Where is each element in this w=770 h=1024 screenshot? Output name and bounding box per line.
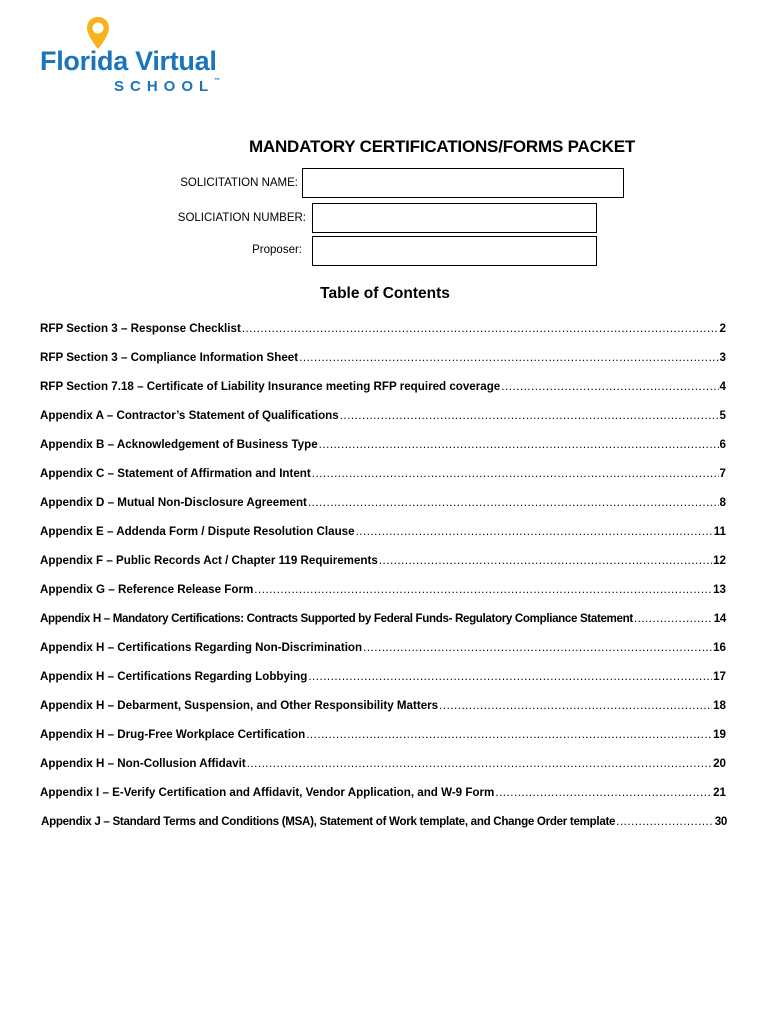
toc-entry-page: 17 [713,670,726,683]
toc-entry-page: 13 [713,583,726,596]
toc-entry[interactable] [40,438,726,454]
toc-entry-text: Appendix F – Public Records Act / Chapter 119 Requirements [40,554,378,567]
toc-entry-page: 16 [713,641,726,654]
dot-leader [312,467,719,480]
toc-entry[interactable] [40,670,726,686]
dot-leader [439,699,712,712]
toc-entry-page: 4 [719,380,726,393]
toc-entry-text: Appendix I – E-Verify Certification and Affidavit, Vendor Application, and W-9 Form [40,786,495,799]
toc-entry[interactable] [40,583,726,599]
toc-entry-page: 11 [713,525,726,538]
dot-leader [340,409,719,422]
toc-entry-text: Appendix H – Mandatory Certifications: Contracts Supported by Federal Funds- Regulatory Compliance Statement [40,612,633,625]
toc-entry[interactable] [40,757,726,773]
page-title: MANDATORY CERTIFICATIONS/FORMS PACKET [248,137,636,156]
dot-leader [634,612,713,625]
toc-entry[interactable] [40,351,726,367]
toc-entry-text: Appendix C – Statement of Affirmation and Intent [40,467,311,480]
toc-entry-page: 8 [719,496,726,509]
toc-entry[interactable] [40,699,726,715]
dot-leader [242,322,719,335]
toc-entry-text: Appendix G – Reference Release Form [40,583,254,596]
logo-school-text: SCHOOL™ [114,78,221,95]
toc-entry-text: RFP Section 3 – Compliance Information Sheet [40,351,299,364]
toc-entry[interactable] [40,612,726,628]
solicitation-number-field[interactable] [312,203,597,233]
toc-entry-text: Appendix B – Acknowledgement of Business Type [40,438,318,451]
map-pin-icon [86,16,110,50]
toc-entry-page: 5 [719,409,726,422]
solicitation-number-label: SOLICIATION NUMBER: [177,212,306,224]
toc-entry-page: 12 [713,554,726,567]
toc-entry-page: 20 [713,757,726,770]
toc-entry-page: 2 [719,322,726,335]
toc-entry-page: 3 [719,351,726,364]
toc-entry[interactable] [40,322,726,338]
toc-entry-page: 30 [714,815,727,828]
toc-entry[interactable] [40,728,726,744]
toc-entry[interactable] [40,525,726,541]
toc-entry-page: 7 [719,467,726,480]
dot-leader [254,583,712,596]
proposer-label: Proposer: [252,244,302,256]
toc-entry[interactable] [41,815,727,831]
toc-entry-text: Appendix H – Certifications Regarding Non-Discrimination [40,641,363,654]
dot-leader [308,670,712,683]
toc-entry-text: RFP Section 7.18 – Certificate of Liability Insurance meeting RFP required coverage [40,380,501,393]
toc-entry-page: 19 [713,728,726,741]
toc-entry-page: 18 [713,699,726,712]
toc-entry-text: Appendix J – Standard Terms and Conditions (MSA), Statement of Work template, and Change Order template [41,815,616,828]
florida-virtual-school-logo [38,16,248,98]
toc-entry[interactable] [40,641,726,657]
dot-leader [495,786,712,799]
toc-entry-page: 6 [719,438,726,451]
toc-entry-text: Appendix E – Addenda Form / Dispute Resolution Clause [40,525,355,538]
toc-entry[interactable] [40,409,726,425]
dot-leader [247,757,712,770]
dot-leader [363,641,712,654]
toc-entry[interactable] [40,467,726,483]
toc-entry-text: Appendix A – Contractor’s Statement of Qualifications [40,409,339,422]
solicitation-name-field[interactable] [302,168,624,198]
toc-entry[interactable] [40,786,726,802]
toc-entry-page: 21 [713,786,726,799]
toc-entry-text: Appendix H – Non-Collusion Affidavit [40,757,246,770]
logo-wordmark: Florida Virtual [40,46,217,76]
toc-entry-text: Appendix H – Debarment, Suspension, and Other Responsibility Matters [40,699,439,712]
toc-entry[interactable] [40,554,726,570]
dot-leader [616,815,713,828]
toc-entry[interactable] [40,496,726,512]
toc-entry-text: RFP Section 3 – Response Checklist [40,322,241,335]
toc-entry-page: 14 [713,612,726,625]
dot-leader [299,351,718,364]
dot-leader [501,380,718,393]
toc-entry[interactable] [40,380,726,396]
dot-leader [308,496,719,509]
toc-entry-text: Appendix D – Mutual Non-Disclosure Agreement [40,496,307,509]
toc-entry-text: Appendix H – Drug-Free Workplace Certification [40,728,306,741]
toc-title: Table of Contents [320,285,450,302]
solicitation-name-label: SOLICITATION NAME: [180,177,298,189]
proposer-field[interactable] [312,236,597,266]
dot-leader [356,525,713,538]
dot-leader [319,438,719,451]
dot-leader [306,728,712,741]
dot-leader [379,554,712,567]
toc-entry-text: Appendix H – Certifications Regarding Lobbying [40,670,308,683]
